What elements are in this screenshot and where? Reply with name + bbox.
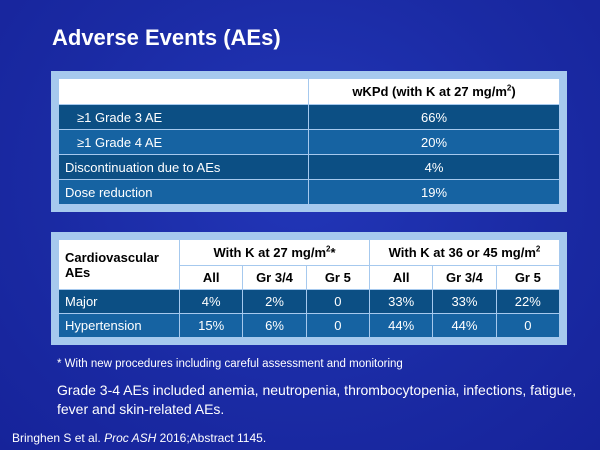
cell-value: 44% [369, 314, 432, 338]
cardiovascular-ae-table [58, 239, 560, 338]
cell-value: 4% [180, 290, 243, 314]
cell-value: 0 [306, 314, 369, 338]
table-row [59, 290, 560, 314]
summary-text: Grade 3-4 AEs included anemia, neutropenia, thrombocytopenia, infections, fatigue, fever and skin-related AEs. [57, 382, 577, 417]
table1-header-wkpd: wKPd (with K at 27 $mg/m^2$) [309, 79, 560, 105]
slide-title: Adverse Events (AEs) [52, 25, 281, 50]
table-row [59, 180, 560, 205]
subheader-gr5: Gr 5 [306, 266, 369, 290]
cell-value: 6% [243, 314, 306, 338]
row-label: ≥1 Grade 3 AE [59, 105, 309, 130]
table2-group-header-27: With K at 27 $mg/m^2*$ [180, 240, 370, 266]
cell-value: 22% [496, 290, 559, 314]
ae-summary-table [58, 78, 560, 205]
cell-value: 33% [433, 290, 496, 314]
table-row [59, 130, 560, 155]
table1-header-blank [59, 79, 309, 105]
cell-value: 15% [180, 314, 243, 338]
citation: Bringhen S et al. Proc ASH 2016;Abstract 1145. [12, 431, 267, 445]
subheader-gr5: Gr 5 [496, 266, 559, 290]
row-value: 20% [309, 130, 560, 155]
table-row [59, 314, 560, 338]
cell-value: 0 [496, 314, 559, 338]
row-label: Dose reduction [59, 180, 309, 205]
footnote: * With new procedures including careful assessment and monitoring [57, 358, 403, 370]
subheader-all: All [369, 266, 432, 290]
table-row [59, 155, 560, 180]
row-value: 4% [309, 155, 560, 180]
table2-group-header-36-45: With K at 36 or 45 $mg/m^2$ [369, 240, 559, 266]
subheader-gr34: Gr 3/4 [433, 266, 496, 290]
cell-value: 0 [306, 290, 369, 314]
row-label: Hypertension [59, 314, 180, 338]
cell-value: 44% [433, 314, 496, 338]
cardiovascular-ae-table-panel [51, 232, 567, 345]
cell-value: 2% [243, 290, 306, 314]
cell-value: 33% [369, 290, 432, 314]
row-label: Discontinuation due to AEs [59, 155, 309, 180]
row-value: 66% [309, 105, 560, 130]
row-label: ≥1 Grade 4 AE [59, 130, 309, 155]
row-label: Major [59, 290, 180, 314]
row-value: 19% [309, 180, 560, 205]
subheader-gr34: Gr 3/4 [243, 266, 306, 290]
ae-summary-table-panel [51, 71, 567, 212]
table2-corner-label: Cardiovascular AEs [59, 240, 180, 290]
subheader-all: All [180, 266, 243, 290]
table-row [59, 105, 560, 130]
